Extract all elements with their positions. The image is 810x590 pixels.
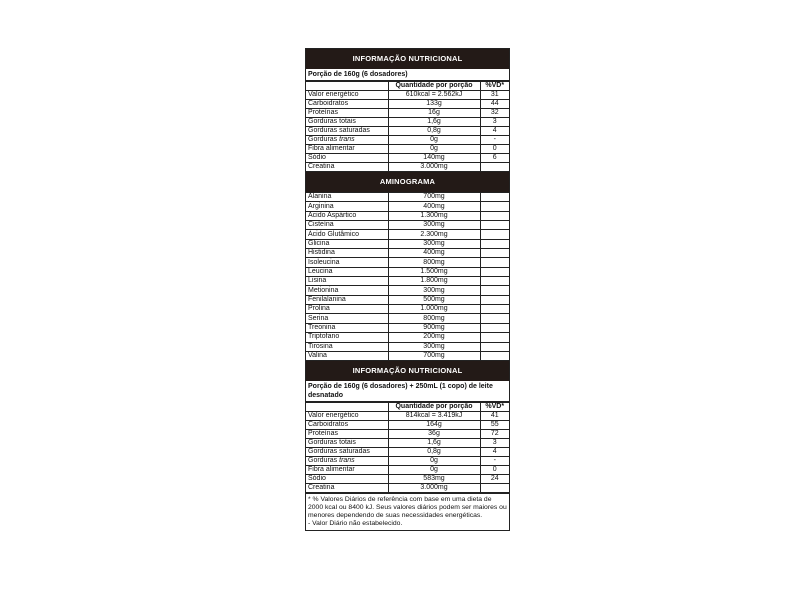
nutrient-quantity: 0,8g xyxy=(388,448,480,457)
table-row xyxy=(306,286,509,295)
table-row xyxy=(306,193,509,202)
table-header-qty: Quantidade por porção xyxy=(388,82,480,91)
nutrient-vd: - xyxy=(480,457,509,466)
table-header-vd: %VD* xyxy=(480,82,509,91)
nutrient-name: Tirosina xyxy=(306,342,388,351)
footnote-not-established: - Valor Diário não estabelecido. xyxy=(308,520,403,528)
table-row xyxy=(306,457,509,466)
nutrient-quantity: 0g xyxy=(388,136,480,145)
nutrient-quantity: 140mg xyxy=(388,154,480,163)
nutrient-name: Metionina xyxy=(306,286,388,295)
table-header-vd: %VD* xyxy=(480,403,509,412)
nutrient-vd xyxy=(480,277,509,286)
nutrient-vd: 55 xyxy=(480,421,509,430)
nutrient-quantity: 1.300mg xyxy=(388,211,480,220)
nutrient-vd: 32 xyxy=(480,109,509,118)
nutrient-vd xyxy=(480,484,509,493)
nutrient-vd: 4 xyxy=(480,127,509,136)
nutrient-quantity: 610kcal = 2.562kJ xyxy=(388,91,480,100)
nutrient-quantity: 700mg xyxy=(388,351,480,360)
table-header-row xyxy=(306,403,509,412)
nutrition-table xyxy=(306,81,509,172)
table-row xyxy=(306,154,509,163)
nutrient-name: Arginina xyxy=(306,202,388,211)
table-row xyxy=(306,91,509,100)
nutrient-name: Proteínas xyxy=(306,430,388,439)
nutrient-vd xyxy=(480,193,509,202)
section-header-nutrition-milk: INFORMAÇÃO NUTRICIONAL xyxy=(306,361,509,381)
table-row xyxy=(306,314,509,323)
table-header-row xyxy=(306,82,509,91)
table-row xyxy=(306,333,509,342)
nutrient-quantity: 300mg xyxy=(388,286,480,295)
section-header-aminogram: AMINOGRAMA xyxy=(306,172,509,192)
nutrient-name: Carboidratos xyxy=(306,421,388,430)
table-row xyxy=(306,277,509,286)
nutrient-name: Triptofano xyxy=(306,333,388,342)
nutrient-quantity: 800mg xyxy=(388,258,480,267)
nutrient-vd xyxy=(480,333,509,342)
section-header-nutrition: INFORMAÇÃO NUTRICIONAL xyxy=(306,49,509,69)
table-row xyxy=(306,258,509,267)
nutrient-quantity: 814kcal = 3.419kJ xyxy=(388,412,480,421)
table-header-blank xyxy=(306,403,388,412)
nutrient-name: Gorduras trans xyxy=(306,136,388,145)
nutrient-name: Valor energético xyxy=(306,412,388,421)
nutrient-vd: 72 xyxy=(480,430,509,439)
nutrient-name: Cisteína xyxy=(306,221,388,230)
nutrient-vd xyxy=(480,295,509,304)
nutrient-vd xyxy=(480,202,509,211)
nutrient-name: Sódio xyxy=(306,154,388,163)
nutrient-vd xyxy=(480,211,509,220)
nutrient-name: Prolina xyxy=(306,305,388,314)
nutrient-quantity: 133g xyxy=(388,100,480,109)
nutrient-quantity: 0g xyxy=(388,457,480,466)
table-row xyxy=(306,448,509,457)
table-row xyxy=(306,305,509,314)
nutrient-quantity: 3.000mg xyxy=(388,163,480,172)
nutrient-quantity: 0g xyxy=(388,145,480,154)
table-row xyxy=(306,211,509,220)
nutrient-name: Fibra alimentar xyxy=(306,466,388,475)
nutrient-quantity: 1.000mg xyxy=(388,305,480,314)
nutrient-vd: 41 xyxy=(480,412,509,421)
table-row xyxy=(306,351,509,360)
nutrient-name: Gorduras saturadas xyxy=(306,448,388,457)
nutrient-name: Carboidratos xyxy=(306,100,388,109)
table-row xyxy=(306,475,509,484)
nutrient-quantity: 16g xyxy=(388,109,480,118)
nutrient-name: Alanina xyxy=(306,193,388,202)
nutrient-name: Creatina xyxy=(306,484,388,493)
nutrient-vd: 24 xyxy=(480,475,509,484)
nutrient-name: Leucina xyxy=(306,267,388,276)
nutrient-name: Creatina xyxy=(306,163,388,172)
nutrient-vd: 0 xyxy=(480,466,509,475)
nutrient-vd xyxy=(480,342,509,351)
nutrient-quantity: 1.800mg xyxy=(388,277,480,286)
nutrient-name: Lisina xyxy=(306,277,388,286)
nutrient-quantity: 200mg xyxy=(388,333,480,342)
nutrient-name: Gorduras totais xyxy=(306,439,388,448)
table-row xyxy=(306,100,509,109)
table-row xyxy=(306,145,509,154)
table-header-qty: Quantidade por porção xyxy=(388,403,480,412)
table-row xyxy=(306,239,509,248)
nutrient-quantity: 1,6g xyxy=(388,118,480,127)
table-row xyxy=(306,202,509,211)
nutrient-quantity: 0,8g xyxy=(388,127,480,136)
table-row xyxy=(306,421,509,430)
table-row xyxy=(306,249,509,258)
nutrient-quantity: 36g xyxy=(388,430,480,439)
nutrient-name: Isoleucina xyxy=(306,258,388,267)
table-row xyxy=(306,466,509,475)
nutrient-name: Serina xyxy=(306,314,388,323)
nutrition-label xyxy=(305,48,510,531)
nutrient-vd xyxy=(480,323,509,332)
nutrient-vd xyxy=(480,239,509,248)
nutrient-quantity: 900mg xyxy=(388,323,480,332)
footnote-reference: * % Valores Diários de referência com base em uma dieta de 2000 kcal ou 8400 kJ. Seus valores diários podem ser maiores ou menores dependendo de suas necessidades energéticas. xyxy=(308,496,507,520)
nutrient-quantity: 164g xyxy=(388,421,480,430)
table-row xyxy=(306,163,509,172)
nutrient-vd xyxy=(480,249,509,258)
nutrient-quantity: 3.000mg xyxy=(388,484,480,493)
nutrient-vd xyxy=(480,267,509,276)
table-row xyxy=(306,342,509,351)
nutrient-vd: 44 xyxy=(480,100,509,109)
nutrient-quantity: 300mg xyxy=(388,221,480,230)
table-row xyxy=(306,430,509,439)
table-row xyxy=(306,127,509,136)
table-row xyxy=(306,412,509,421)
footnote xyxy=(306,493,509,530)
table-row xyxy=(306,136,509,145)
nutrient-vd: 4 xyxy=(480,448,509,457)
nutrient-name: Histidina xyxy=(306,249,388,258)
nutrient-quantity: 400mg xyxy=(388,249,480,258)
nutrient-name: Ácido Glutâmico xyxy=(306,230,388,239)
nutrient-vd xyxy=(480,351,509,360)
nutrient-name: Gorduras trans xyxy=(306,457,388,466)
table-row xyxy=(306,323,509,332)
table-row xyxy=(306,221,509,230)
nutrient-vd xyxy=(480,258,509,267)
nutrient-quantity: 300mg xyxy=(388,239,480,248)
nutrient-name: Proteínas xyxy=(306,109,388,118)
nutrient-quantity: 300mg xyxy=(388,342,480,351)
nutrient-quantity: 583mg xyxy=(388,475,480,484)
table-row xyxy=(306,118,509,127)
nutrient-quantity: 1.500mg xyxy=(388,267,480,276)
nutrient-name: Gorduras totais xyxy=(306,118,388,127)
nutrient-name: Fibra alimentar xyxy=(306,145,388,154)
portion-text-milk: Porção de 160g (6 dosadores) + 250mL (1 copo) de leite desnatado xyxy=(306,381,509,402)
nutrient-quantity: 0g xyxy=(388,466,480,475)
nutrient-vd: 6 xyxy=(480,154,509,163)
table-row xyxy=(306,295,509,304)
nutrient-name: Ácido Aspártico xyxy=(306,211,388,220)
nutrient-name: Fenilalanina xyxy=(306,295,388,304)
nutrient-quantity: 500mg xyxy=(388,295,480,304)
nutrient-vd: 3 xyxy=(480,118,509,127)
nutrient-quantity: 800mg xyxy=(388,314,480,323)
nutrient-vd xyxy=(480,163,509,172)
nutrient-quantity: 400mg xyxy=(388,202,480,211)
nutrient-vd xyxy=(480,305,509,314)
portion-text: Porção de 160g (6 dosadores) xyxy=(306,69,509,81)
nutrient-name: Gorduras saturadas xyxy=(306,127,388,136)
nutrient-vd: 0 xyxy=(480,145,509,154)
nutrient-vd: 31 xyxy=(480,91,509,100)
nutrient-vd xyxy=(480,230,509,239)
nutrient-name: Sódio xyxy=(306,475,388,484)
nutrient-vd xyxy=(480,286,509,295)
nutrient-name: Valina xyxy=(306,351,388,360)
table-row xyxy=(306,267,509,276)
nutrient-quantity: 1,6g xyxy=(388,439,480,448)
nutrient-quantity: 700mg xyxy=(388,193,480,202)
nutrient-quantity: 2.300mg xyxy=(388,230,480,239)
table-row xyxy=(306,439,509,448)
nutrient-vd: 3 xyxy=(480,439,509,448)
table-row xyxy=(306,484,509,493)
nutrient-name: Valor energético xyxy=(306,91,388,100)
table-row xyxy=(306,109,509,118)
nutrient-name: Treonina xyxy=(306,323,388,332)
aminogram-table xyxy=(306,192,509,361)
nutrient-vd: - xyxy=(480,136,509,145)
nutrition-table-milk xyxy=(306,402,509,493)
nutrient-vd xyxy=(480,314,509,323)
nutrient-name: Glicina xyxy=(306,239,388,248)
nutrient-vd xyxy=(480,221,509,230)
table-header-blank xyxy=(306,82,388,91)
table-row xyxy=(306,230,509,239)
